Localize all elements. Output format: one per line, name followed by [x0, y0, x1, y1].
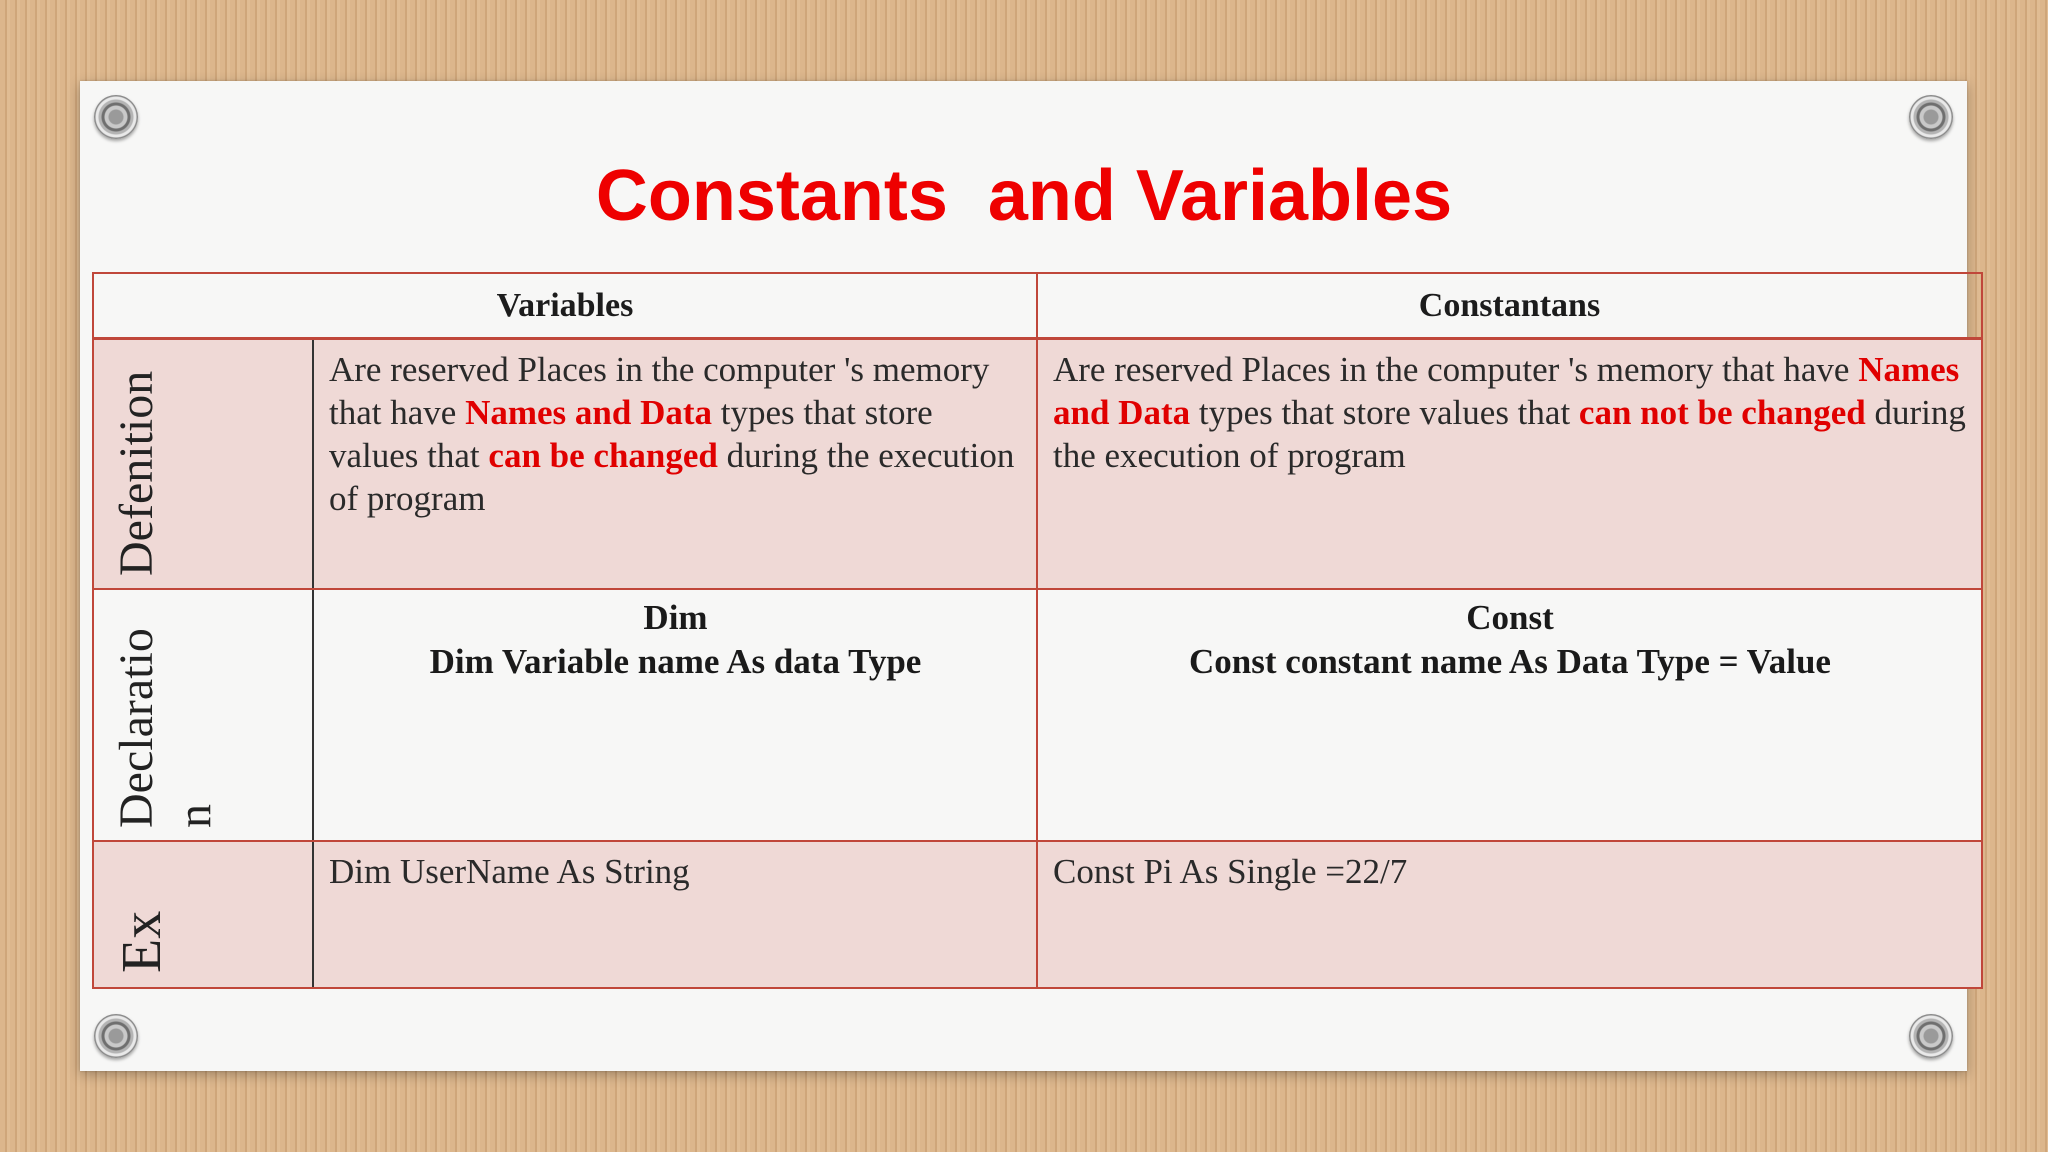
highlight-names-data: Names and Data [465, 393, 713, 432]
declaration-variables-text [314, 590, 1036, 684]
row-label-cell [93, 841, 313, 988]
declaration-constants-cell [1037, 589, 1982, 841]
row-label-definition: Defenition [110, 370, 163, 576]
screw-bottom-left-icon [94, 1014, 138, 1058]
table-row [93, 339, 1982, 589]
text-segment: during the execution of program [1053, 393, 1966, 475]
highlight-can-not-be-changed: can not be changed [1578, 393, 1866, 432]
header-constants: Constantans [1037, 273, 1982, 339]
header-variables: Variables [93, 273, 1037, 339]
text-segment: types that store values that [329, 393, 933, 475]
definition-constants-cell [1037, 339, 1982, 589]
table-header-row [93, 273, 1982, 339]
table-row [93, 841, 1982, 988]
text-segment: Are reserved Places in the computer 's memory that have [329, 350, 990, 432]
text-segment: types that store values that [1190, 393, 1579, 432]
dim-syntax: Dim Variable name As data Type [429, 641, 922, 681]
row-label-cell [93, 339, 313, 589]
declaration-variables-cell [313, 589, 1037, 841]
const-syntax: Const constant name As Data Type = Value [1189, 641, 1831, 681]
example-constants-text: Const Pi As Single =22/7 [1053, 851, 1408, 891]
row-label-declaration: Declaration [110, 627, 222, 828]
row-label-example: Ex [111, 910, 173, 973]
example-constants-cell [1037, 841, 1982, 988]
table-row [93, 589, 1982, 841]
screw-bottom-right-icon [1909, 1014, 1953, 1058]
screw-top-left-icon [94, 95, 138, 139]
text-segment: during the execution of program [329, 436, 1015, 518]
const-keyword: Const [1466, 597, 1554, 637]
definition-variables-cell [313, 339, 1037, 589]
highlight-names-data: Names and Data [1053, 350, 1960, 432]
slide-title: Constants and Variables [595, 156, 1453, 236]
row-label-cell [93, 589, 313, 841]
comparison-table [92, 272, 1983, 989]
definition-variables-text [314, 340, 1036, 520]
example-variables-cell [313, 841, 1037, 988]
definition-constants-text [1038, 340, 1981, 477]
screw-top-right-icon [1909, 95, 1953, 139]
dim-keyword: Dim [643, 597, 708, 637]
text-segment: Are reserved Places in the computer 's memory that have [1053, 350, 1859, 389]
highlight-can-be-changed: can be changed [488, 436, 718, 475]
example-variables-text: Dim UserName As String [329, 851, 690, 891]
declaration-constants-text [1038, 590, 1981, 684]
